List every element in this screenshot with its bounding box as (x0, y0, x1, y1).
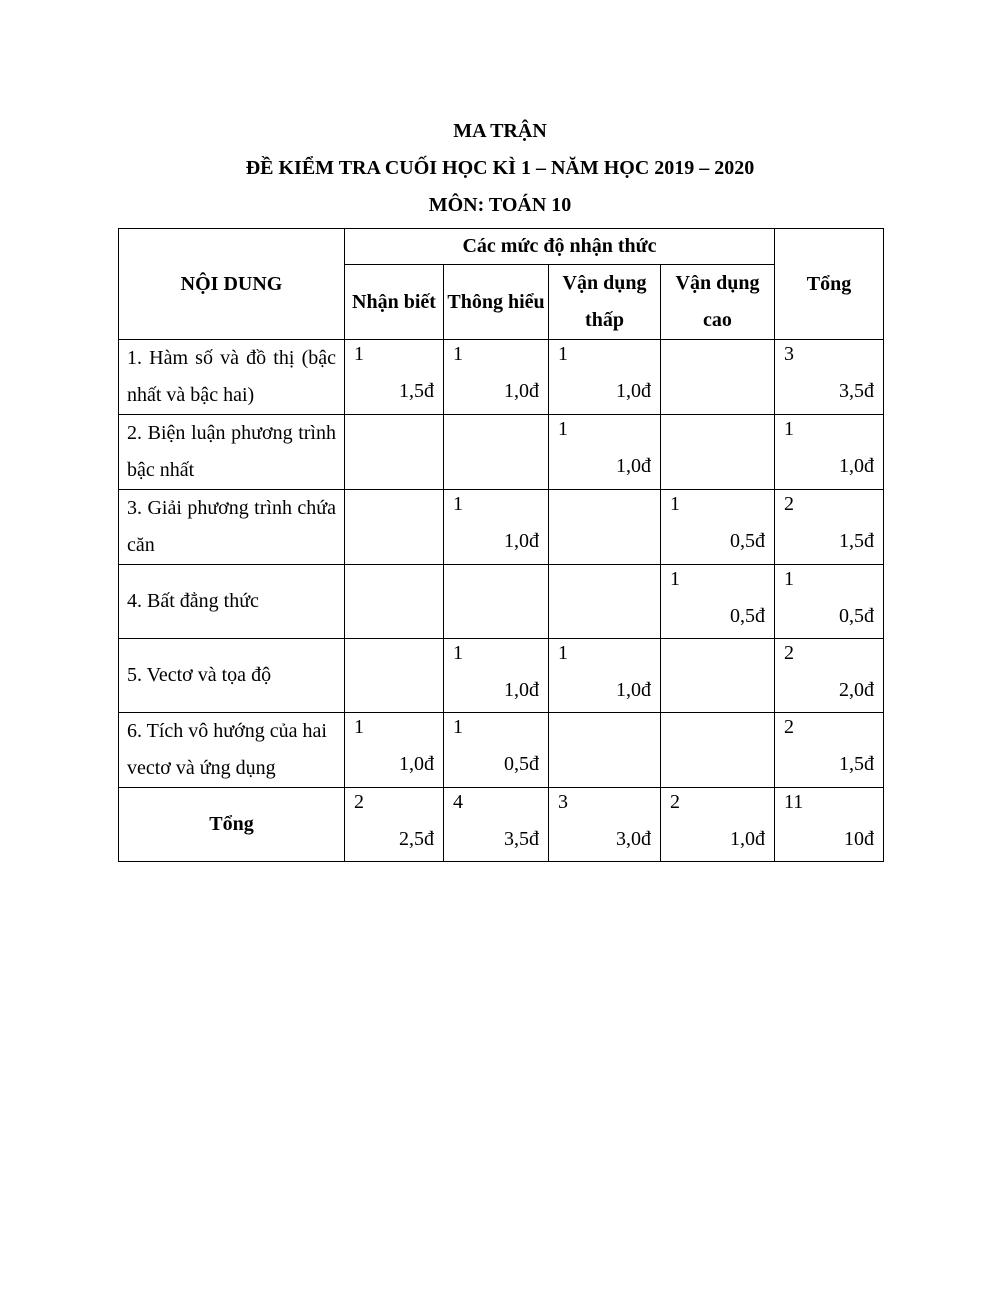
header-level-apply-high: Vận dụng cao (661, 265, 775, 340)
row-content: 2. Biện luận phương trình bậc nhất (119, 415, 345, 490)
question-count: 1 (354, 716, 364, 738)
level-cell (444, 340, 549, 415)
row-content: 5. Vectơ và tọa độ (119, 639, 345, 713)
total-cell (775, 415, 884, 490)
question-count: 2 (784, 642, 794, 664)
level-cell (444, 415, 549, 490)
header-row-1 (119, 229, 884, 265)
header-level-recognize: Nhận biết (345, 265, 444, 340)
points: 10đ (844, 828, 874, 850)
title-subject: MÔN: TOÁN 10 (428, 194, 572, 216)
title-matrix: MA TRẬN (453, 120, 547, 142)
level-total-cell (345, 788, 444, 862)
header-content: NỘI DUNG (119, 229, 345, 340)
level-cell (549, 565, 661, 639)
level-cell (345, 565, 444, 639)
level-cell (549, 639, 661, 713)
points: 1,5đ (839, 530, 874, 552)
question-count: 3 (784, 343, 794, 365)
points (345, 602, 443, 638)
level-cell (345, 713, 444, 788)
points: 1,0đ (616, 380, 651, 402)
total-cell (775, 713, 884, 788)
question-count: 1 (784, 418, 794, 440)
question-count (345, 415, 443, 452)
level-cell (444, 713, 549, 788)
question-count: 1 (558, 642, 568, 664)
question-count: 1 (453, 493, 463, 515)
row-content: 4. Bất đẳng thức (119, 565, 345, 639)
total-cell (775, 639, 884, 713)
points: 0,5đ (730, 530, 765, 552)
points: 1,0đ (399, 753, 434, 775)
level-total-cell (661, 788, 775, 862)
points: 1,0đ (616, 455, 651, 477)
question-count: 1 (453, 716, 463, 738)
total-row-label: Tổng (119, 788, 345, 862)
question-count: 1 (670, 493, 680, 515)
level-cell (345, 415, 444, 490)
points: 3,5đ (839, 380, 874, 402)
level-cell (444, 490, 549, 565)
header-total: Tổng (775, 229, 884, 340)
total-cell (775, 490, 884, 565)
title-exam: ĐỀ KIỂM TRA CUỐI HỌC KÌ 1 – NĂM HỌC 2019 – 2020 (245, 157, 755, 179)
question-count (549, 713, 660, 750)
assessment-matrix-table (118, 228, 884, 862)
points (549, 750, 660, 786)
level-cell (345, 340, 444, 415)
question-count (444, 565, 548, 602)
level-cell (661, 490, 775, 565)
question-count (444, 415, 548, 452)
question-count: 1 (670, 568, 680, 590)
row-content: 3. Giải phương trình chứa căn (119, 490, 345, 565)
table-row (119, 340, 884, 415)
row-content: 6. Tích vô hướng của hai vectơ và ứng dụng (119, 713, 345, 788)
grand-total-cell (775, 788, 884, 862)
question-count (345, 565, 443, 602)
question-count: 1 (784, 568, 794, 590)
table-row (119, 490, 884, 565)
level-cell (549, 713, 661, 788)
points: 2,5đ (399, 828, 434, 850)
points: 1,0đ (504, 380, 539, 402)
question-count (345, 639, 443, 676)
question-count: 2 (670, 791, 680, 813)
level-cell (549, 490, 661, 565)
points: 1,0đ (839, 455, 874, 477)
question-count (549, 490, 660, 527)
table-total-row (119, 788, 884, 862)
question-count (661, 639, 774, 676)
level-total-cell (549, 788, 661, 862)
points (661, 452, 774, 488)
question-count: 2 (354, 791, 364, 813)
question-count (661, 713, 774, 750)
level-cell (345, 490, 444, 565)
points (345, 452, 443, 488)
question-count: 1 (558, 418, 568, 440)
points: 0,5đ (730, 605, 765, 627)
question-count: 3 (558, 791, 568, 813)
points: 1,0đ (730, 828, 765, 850)
points: 0,5đ (504, 753, 539, 775)
points (444, 602, 548, 638)
question-count: 2 (784, 493, 794, 515)
header-level-understand: Thông hiểu (444, 265, 549, 340)
points (345, 676, 443, 712)
question-count (549, 565, 660, 602)
points (549, 527, 660, 563)
points (549, 602, 660, 638)
table-row (119, 415, 884, 490)
question-count: 11 (784, 791, 804, 813)
points (661, 676, 774, 712)
header-levels-group: Các mức độ nhận thức (345, 229, 775, 265)
level-cell (661, 565, 775, 639)
points (661, 377, 774, 413)
level-cell (549, 415, 661, 490)
level-cell (549, 340, 661, 415)
header-level-apply-low: Vận dụng thấp (549, 265, 661, 340)
points: 1,5đ (399, 380, 434, 402)
total-cell (775, 340, 884, 415)
question-count: 2 (784, 716, 794, 738)
table-row (119, 713, 884, 788)
level-cell (661, 639, 775, 713)
level-cell (661, 340, 775, 415)
total-cell (775, 565, 884, 639)
question-count (345, 490, 443, 527)
question-count (661, 415, 774, 452)
question-count: 1 (354, 343, 364, 365)
points (661, 750, 774, 786)
question-count (661, 340, 774, 377)
question-count: 1 (453, 642, 463, 664)
table-row (119, 639, 884, 713)
points: 1,0đ (504, 530, 539, 552)
points: 3,5đ (504, 828, 539, 850)
points: 2,0đ (839, 679, 874, 701)
table-row (119, 565, 884, 639)
level-cell (661, 415, 775, 490)
level-cell (444, 639, 549, 713)
points: 0,5đ (839, 605, 874, 627)
level-cell (345, 639, 444, 713)
question-count: 1 (453, 343, 463, 365)
points (444, 452, 548, 488)
question-count: 4 (453, 791, 463, 813)
points: 1,0đ (504, 679, 539, 701)
level-cell (444, 565, 549, 639)
level-total-cell (444, 788, 549, 862)
level-cell (661, 713, 775, 788)
points: 1,0đ (616, 679, 651, 701)
points: 3,0đ (616, 828, 651, 850)
points (345, 527, 443, 563)
row-content: 1. Hàm số và đồ thị (bậc nhất và bậc hai) (119, 340, 345, 415)
document-header (0, 113, 1000, 224)
points: 1,5đ (839, 753, 874, 775)
question-count: 1 (558, 343, 568, 365)
